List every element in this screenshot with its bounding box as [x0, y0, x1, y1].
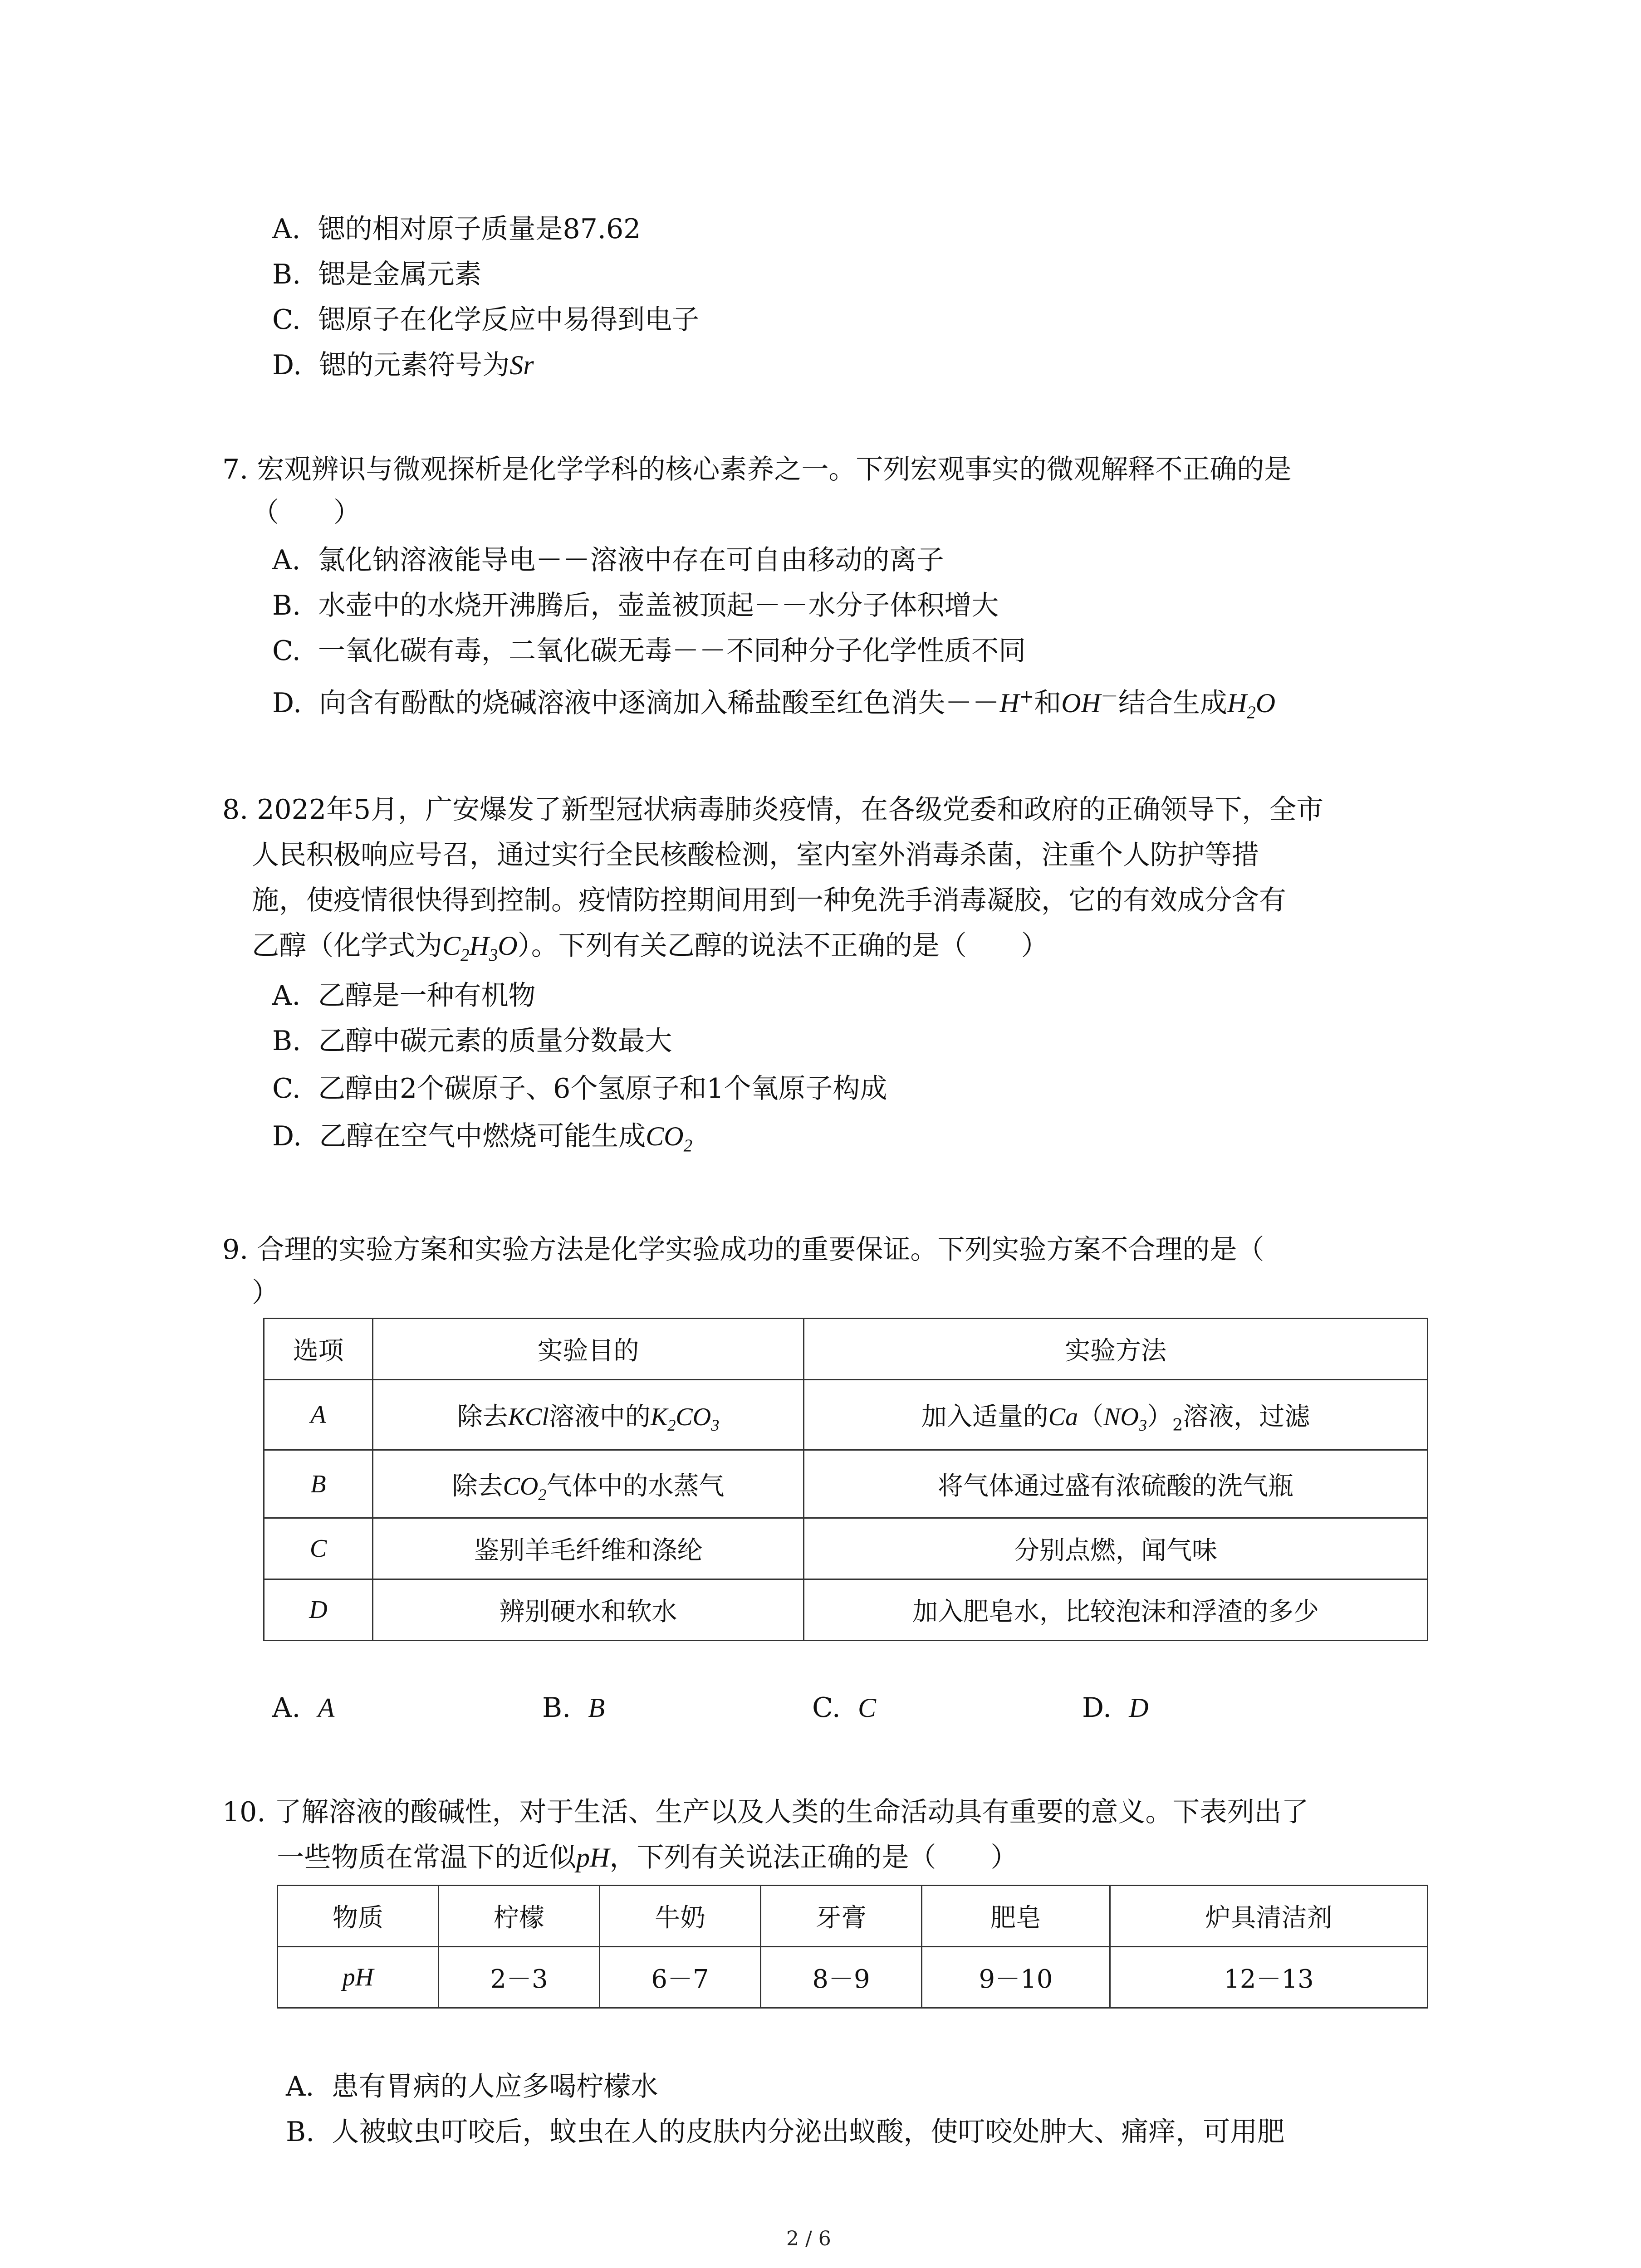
q10-stem-line1: 10. 了解溶液的酸碱性，对于生活、生产以及人类的生命活动具有重要的意义。下表列出了	[222, 1796, 1309, 1828]
q9-option-c: C. C	[812, 1692, 877, 1724]
q10-table	[277, 1885, 1428, 2009]
q9-row-c-method: 分别点燃，闻气味	[804, 1518, 1428, 1579]
q9-row-d-aim: 辨别硬水和软水	[373, 1579, 804, 1641]
table-row	[264, 1380, 1428, 1450]
q9-option-a: A. A	[272, 1692, 335, 1724]
q8-option-b: B. 乙醇中碳元素的质量分数最大	[272, 1025, 672, 1057]
q9-row-b-method: 将气体通过盛有浓硫酸的洗气瓶	[804, 1450, 1428, 1518]
q8-option-a: A. 乙醇是一种有机物	[272, 980, 536, 1012]
q9-row-b-aim: 除去$CO_2$气体中的水蒸气	[373, 1450, 804, 1518]
q6-option-d: D. 锶的元素符号为Sr	[272, 349, 534, 381]
q10-option-a: A. 患有胃病的人应多喝柠檬水	[286, 2071, 658, 2102]
q7-option-a: A. 氯化钠溶液能导电－－溶液中存在可自由移动的离子	[272, 544, 944, 576]
q9-header-method: 实验方法	[804, 1319, 1428, 1380]
q8-stem-line4: 乙醇（化学式为$C_2H_3O$）。下列有关乙醇的说法不正确的是（ ）	[252, 930, 1048, 965]
q10-header-substance: 物质	[278, 1886, 439, 1947]
q10-option-b: B. 人被蚊虫叮咬后，蚊虫在人的皮肤内分泌出蚁酸，使叮咬处肿大、痛痒，可用肥	[286, 2116, 1285, 2148]
q10-ph-lemon: 2－3	[439, 1947, 600, 2008]
q9-table	[263, 1318, 1428, 1641]
q6-option-c: C. 锶原子在化学反应中易得到电子	[272, 304, 699, 336]
table-row	[264, 1518, 1428, 1579]
q7-stem-line2: （ ）	[252, 497, 361, 528]
q9-header-option: 选项	[264, 1319, 373, 1380]
q9-option-b: B. B	[542, 1692, 605, 1724]
page-number: 2 / 6	[786, 2227, 831, 2250]
q10-ph-cleaner: 12－13	[1110, 1947, 1428, 2008]
q10-header-lemon: 柠檬	[439, 1886, 600, 1947]
q10-stem-line2: 一些物质在常温下的近似pH，下列有关说法正确的是（ ）	[277, 1842, 1018, 1873]
q9-row-a-method: 加入适量的$Ca(NO_3)_2$溶液，过滤	[804, 1380, 1428, 1450]
q10-ph-milk: 6－7	[600, 1947, 761, 2008]
q10-header-cleaner: 炉具清洁剂	[1110, 1886, 1428, 1947]
q8-option-d: D. 乙醇在空气中燃烧可能生成$CO_2$	[272, 1120, 693, 1155]
q6-option-a: A. 锶的相对原子质量是87.62	[272, 213, 641, 245]
q9-row-d-option: D	[264, 1579, 373, 1641]
q9-row-c-aim: 鉴别羊毛纤维和涤纶	[373, 1518, 804, 1579]
table-row	[264, 1579, 1428, 1641]
q9-stem-line2: ）	[252, 1277, 279, 1309]
q9-option-d: D. D	[1082, 1692, 1149, 1724]
table-row	[278, 1947, 1428, 2008]
q7-option-b: B. 水壶中的水烧开沸腾后，壶盖被顶起－－水分子体积增大	[272, 590, 999, 621]
q9-stem-line1: 9. 合理的实验方案和实验方法是化学实验成功的重要保证。下列实验方案不合理的是（	[222, 1234, 1264, 1266]
q10-header-soap: 肥皂	[922, 1886, 1110, 1947]
q7-option-c: C. 一氧化碳有毒，二氧化碳无毒－－不同种分子化学性质不同	[272, 635, 1026, 667]
table-row	[264, 1450, 1428, 1518]
q8-stem-line2: 人民积极响应号召，通过实行全民核酸检测，室内室外消毒杀菌，注重个人防护等措	[252, 839, 1259, 871]
q10-ph-toothpaste: 8－9	[761, 1947, 922, 2008]
q9-header-aim: 实验目的	[373, 1319, 804, 1380]
q7-option-d: D. 向含有酚酞的烧碱溶液中逐滴加入稀盐酸至红色消失－－H+和OH－结合生成$H_2O$	[272, 687, 1276, 722]
q8-stem-line3: 施，使疫情很快得到控制。疫情防控期间用到一种免洗手消毒凝胶，它的有效成分含有	[252, 885, 1286, 916]
q9-row-c-option: C	[264, 1518, 373, 1579]
q7-stem-line1: 7. 宏观辨识与微观探析是化学学科的核心素养之一。下列宏观事实的微观解释不正确的是	[222, 454, 1292, 485]
q8-option-c: C. 乙醇由2个碳原子、6个氢原子和1个氧原子构成	[272, 1073, 887, 1105]
q6-option-b: B. 锶是金属元素	[272, 259, 482, 290]
q9-row-a-aim: 除去KCl溶液中的$K_2CO_3$	[373, 1380, 804, 1450]
q9-row-a-option: A	[264, 1380, 373, 1450]
q10-ph-soap: 9－10	[922, 1947, 1110, 2008]
q8-stem-line1: 8. 2022年5月，广安爆发了新型冠状病毒肺炎疫情，在各级党委和政府的正确领导下，全市	[222, 794, 1324, 826]
q9-row-b-option: B	[264, 1450, 373, 1518]
q10-ph-label: pH	[278, 1947, 439, 2008]
q10-header-toothpaste: 牙膏	[761, 1886, 922, 1947]
q10-header-milk: 牛奶	[600, 1886, 761, 1947]
q9-table-header-row	[264, 1319, 1428, 1380]
q9-row-d-method: 加入肥皂水，比较泡沫和浮渣的多少	[804, 1579, 1428, 1641]
table-row	[278, 1886, 1428, 1947]
